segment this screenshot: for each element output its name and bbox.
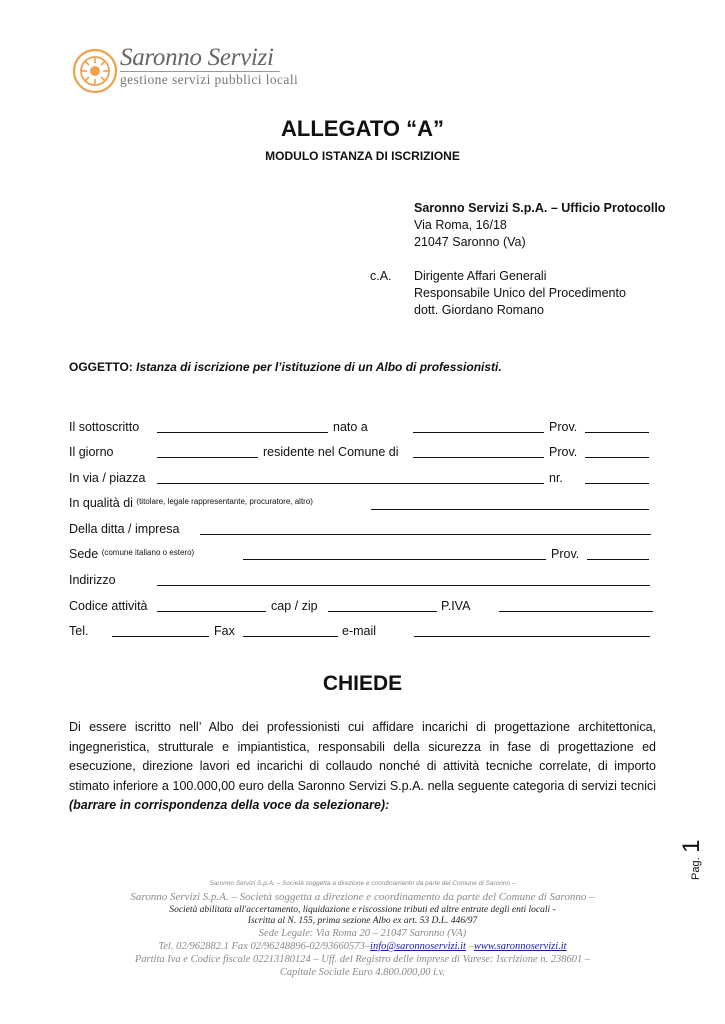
label-ditta: Della ditta / impresa: [69, 522, 180, 536]
label-nr: nr.: [549, 471, 563, 485]
field-comune[interactable]: [413, 446, 544, 458]
footer-line6: Tel. 02/962882.1 Fax 02/96248896-02/93660573–info@saronnoservizi.it –www.saronnoservizi.it: [158, 941, 567, 952]
label-via: In via / piazza: [69, 471, 146, 485]
ca-line2: Responsabile Unico del Procedimento: [414, 286, 626, 300]
request-paragraph: [69, 718, 656, 816]
label-giorno: Il giorno: [69, 445, 114, 459]
field-tel[interactable]: [112, 625, 209, 637]
subject: [69, 359, 502, 376]
label-sottoscritto: Il sottoscritto: [69, 420, 140, 434]
label-cap: cap / zip: [271, 599, 318, 613]
field-prov-2[interactable]: [585, 446, 649, 458]
footer-line2: Saronno Servizi S.p.A. – Società soggetta a direzione e coordinamento da parte del Comune di Saronno –: [130, 891, 595, 903]
field-sottoscritto[interactable]: [157, 421, 328, 433]
document-subtitle: MODULO ISTANZA DI ISCRIZIONE: [265, 149, 460, 163]
label-prov-1: Prov.: [549, 420, 578, 434]
request-instruction: (barrare in corrispondenza della voce da selezionare):: [69, 798, 390, 812]
footer-line1: Saronno Servizi S.p.A. – Società soggetta a direzione e coordinamento da parte del Comune di Saronno –: [209, 880, 516, 887]
ca-line1: Dirigente Affari Generali: [414, 269, 547, 283]
page-label: Pag.: [690, 857, 702, 880]
recipient-line1: Saronno Servizi S.p.A. – Ufficio Protocollo: [414, 201, 666, 215]
field-prov-1[interactable]: [585, 421, 649, 433]
footer-line7: Partita Iva e Codice fiscale 02213180124 – Uff. del Registro delle imprese di Varese: Iscrizione n. 238601 –: [134, 954, 591, 965]
label-email: e-mail: [342, 624, 377, 638]
field-nr[interactable]: [585, 472, 649, 484]
field-ditta[interactable]: [200, 523, 651, 535]
section-heading-chiede: CHIEDE: [322, 672, 403, 695]
field-via[interactable]: [157, 472, 544, 484]
field-qualita[interactable]: [371, 498, 649, 510]
footer-website-link[interactable]: www.saronnoservizi.it: [473, 941, 567, 952]
document-title: ALLEGATO “A”: [281, 116, 444, 141]
footer-line8: Capitale Sociale Euro 4.800.000,00 i.v.: [279, 967, 446, 978]
footer-line4: Iscritta al N. 155, prima sezione Albo ex art. 53 D.L. 446/97: [247, 916, 478, 926]
ca-label: c.A.: [370, 269, 392, 283]
field-indirizzo[interactable]: [157, 574, 650, 586]
recipient-line2: Via Roma, 16/18: [414, 218, 507, 232]
label-qualita-note: (titolare, legale rappresentante, procuratore, altro): [136, 497, 313, 506]
field-sede[interactable]: [243, 548, 546, 560]
recipient-line3: 21047 Saronno (Va): [414, 235, 526, 249]
field-nato-a[interactable]: [413, 421, 544, 433]
field-cap[interactable]: [328, 600, 437, 612]
label-prov-2: Prov.: [549, 445, 578, 459]
company-logo: [70, 46, 120, 96]
label-tel: Tel.: [69, 624, 89, 638]
field-fax[interactable]: [243, 625, 338, 637]
label-qualita: [69, 495, 313, 512]
page-number-value: 1: [678, 839, 705, 853]
label-sede-text: Sede: [69, 547, 99, 561]
label-residente: residente nel Comune di: [263, 445, 399, 459]
field-giorno[interactable]: [157, 446, 258, 458]
field-prov-3[interactable]: [587, 548, 649, 560]
logo-name: Saronno Servizi: [120, 44, 274, 71]
label-piva: P.IVA: [441, 599, 471, 613]
field-codice-attivita[interactable]: [157, 600, 266, 612]
field-piva[interactable]: [499, 600, 653, 612]
field-email[interactable]: [414, 625, 650, 637]
page-number: [678, 840, 706, 880]
logo-tagline: gestione servizi pubblici locali: [120, 72, 299, 87]
label-nato-a: nato a: [333, 420, 368, 434]
label-sede: [69, 546, 194, 563]
label-fax: Fax: [214, 624, 235, 638]
ca-line3: dott. Giordano Romano: [414, 303, 544, 317]
label-indirizzo: Indirizzo: [69, 573, 116, 587]
subject-label: OGGETTO:: [69, 360, 133, 374]
footer-email-link[interactable]: info@saronnoservizi.it: [370, 941, 466, 952]
footer-line5: Sede Legale: Via Roma 20 – 21047 Saronno (VA): [258, 928, 467, 939]
request-text: Di essere iscritto nell’ Albo dei professionisti cui affidare incarichi di progettazione architettonica, ingegneristica, strutturale e impiantistica, responsabili della sicurezza in fase di progettazione ed esecuzione, direzione lavori ed incarichi di collaudo nonché di attività tecniche correlate, di importo stimato inferiore a 100.000,00 euro della Saronno Servizi S.p.A. nella seguente categoria di servizi tecnici: [69, 720, 656, 793]
sun-logo-icon: [70, 46, 120, 96]
subject-text: Istanza di iscrizione per l’istituzione di un Albo di professionisti.: [136, 360, 502, 374]
label-prov-3: Prov.: [551, 547, 580, 561]
label-sede-note: (comune italiano o estero): [101, 548, 195, 557]
footer-line3: Società abilitata all'accertamento, liquidazione e riscossione tributi ed altre entrate degli enti locali -: [169, 905, 556, 915]
label-qualita-text: In qualità di: [69, 496, 133, 510]
label-codice-attivita: Codice attività: [69, 599, 148, 613]
